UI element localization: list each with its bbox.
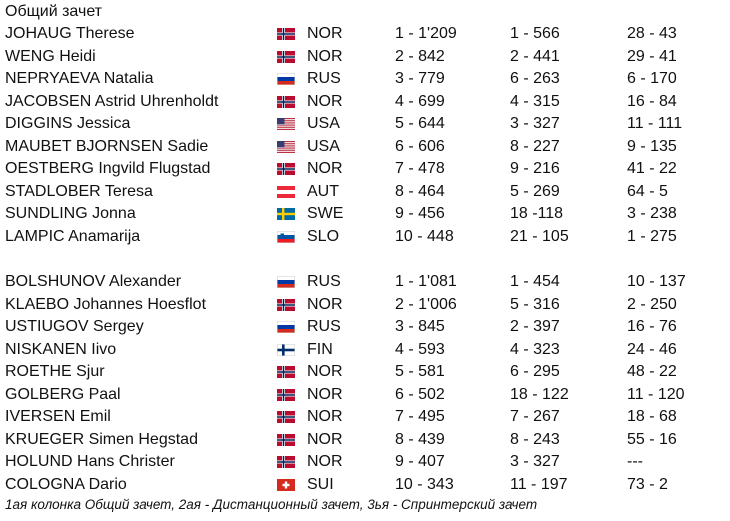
country-code: NOR <box>307 295 343 313</box>
sprint-rank-points: 6 - 170 <box>627 70 677 87</box>
distance-rank-points: 21 - 105 <box>510 227 569 245</box>
distance-rank-points: 3 - 327 <box>510 115 560 132</box>
distance-rank-points: 1 - 566 <box>510 25 560 42</box>
athlete-name: LAMPIC Anamarija <box>5 227 141 245</box>
table-row <box>0 361 730 384</box>
overall-rank-points: 7 - 478 <box>395 160 445 177</box>
distance-rank-points: 18 - 122 <box>510 385 569 403</box>
distance-rank-points: 6 - 295 <box>510 363 560 380</box>
distance-rank-points: 5 - 269 <box>510 182 560 200</box>
country-flag-icon <box>277 96 295 108</box>
table-row <box>0 91 730 114</box>
overall-rank-points: 7 - 495 <box>395 408 445 425</box>
athlete-name: ROETHE Sjur <box>5 363 105 380</box>
country-code: NOR <box>307 385 343 403</box>
sprint-rank-points: --- <box>627 453 643 470</box>
athlete-name: KLAEBO Johannes Hoesflot <box>5 295 207 313</box>
country-code: RUS <box>307 318 341 335</box>
country-code: USA <box>307 115 340 132</box>
table-row <box>0 339 730 362</box>
distance-rank-points: 1 - 454 <box>510 273 560 290</box>
country-flag-icon <box>277 411 295 423</box>
overall-rank-points: 3 - 845 <box>395 318 445 335</box>
country-code: RUS <box>307 70 341 87</box>
country-flag-icon <box>277 163 295 175</box>
country-code: NOR <box>307 408 343 425</box>
table-row <box>0 136 730 159</box>
overall-rank-points: 10 - 343 <box>395 475 454 493</box>
country-flag-icon <box>277 321 295 333</box>
overall-rank-points: 8 - 464 <box>395 182 445 200</box>
country-flag-icon <box>277 344 295 356</box>
table-row <box>0 294 730 317</box>
athlete-name: KRUEGER Simen Hegstad <box>5 430 198 448</box>
distance-rank-points: 2 - 441 <box>510 47 560 65</box>
overall-rank-points: 4 - 699 <box>395 92 445 110</box>
country-code: AUT <box>307 182 339 200</box>
athlete-name: BOLSHUNOV Alexander <box>5 273 182 290</box>
table-row <box>0 203 730 226</box>
country-flag-icon <box>277 366 295 378</box>
overall-rank-points: 2 - 1'006 <box>395 295 457 313</box>
country-flag-icon <box>277 73 295 85</box>
distance-rank-points: 2 - 397 <box>510 318 560 335</box>
sprint-rank-points: 10 - 137 <box>627 273 686 290</box>
country-code: NOR <box>307 160 343 177</box>
overall-rank-points: 9 - 456 <box>395 205 445 222</box>
country-flag-icon <box>277 186 295 198</box>
country-code: FIN <box>307 340 333 358</box>
overall-rank-points: 1 - 1'209 <box>395 25 457 42</box>
country-flag-icon <box>277 231 295 243</box>
country-flag-icon <box>277 299 295 311</box>
country-flag-icon <box>277 276 295 288</box>
overall-rank-points: 8 - 439 <box>395 430 445 448</box>
country-flag-icon <box>277 456 295 468</box>
distance-rank-points: 6 - 263 <box>510 70 560 87</box>
table-row <box>0 271 730 294</box>
distance-rank-points: 5 - 316 <box>510 295 560 313</box>
sprint-rank-points: 18 - 68 <box>627 408 677 425</box>
overall-rank-points: 9 - 407 <box>395 453 445 470</box>
country-flag-icon <box>277 434 295 446</box>
distance-rank-points: 9 - 216 <box>510 160 560 177</box>
distance-rank-points: 7 - 267 <box>510 408 560 425</box>
table-row <box>0 46 730 69</box>
country-code: NOR <box>307 453 343 470</box>
overall-rank-points: 2 - 842 <box>395 47 445 65</box>
athlete-name: MAUBET BJORNSEN Sadie <box>5 137 209 155</box>
table-row <box>0 451 730 474</box>
country-code: SUI <box>307 475 334 493</box>
table-row <box>0 68 730 91</box>
overall-rank-points: 6 - 502 <box>395 385 445 403</box>
athlete-name: NEPRYAEVA Natalia <box>5 70 154 87</box>
athlete-name: JOHAUG Therese <box>5 25 135 42</box>
overall-rank-points: 5 - 644 <box>395 115 445 132</box>
sprint-rank-points: 11 - 120 <box>627 385 685 403</box>
athlete-name: JACOBSEN Astrid Uhrenholdt <box>5 92 219 110</box>
sprint-rank-points: 24 - 46 <box>627 340 677 358</box>
country-flag-icon <box>277 28 295 40</box>
country-code: RUS <box>307 273 341 290</box>
sprint-rank-points: 2 - 250 <box>627 295 677 313</box>
sprint-rank-points: 28 - 43 <box>627 25 677 42</box>
sprint-rank-points: 64 - 5 <box>627 182 668 200</box>
sprint-rank-points: 16 - 76 <box>627 318 677 335</box>
athlete-name: WENG Heidi <box>5 47 96 65</box>
country-code: NOR <box>307 47 343 65</box>
country-flag-icon <box>277 389 295 401</box>
table-row <box>0 158 730 181</box>
sprint-rank-points: 3 - 238 <box>627 205 677 222</box>
country-code: NOR <box>307 92 343 110</box>
athlete-name: USTIUGOV Sergey <box>5 318 144 335</box>
country-code: NOR <box>307 25 343 42</box>
country-flag-icon <box>277 118 295 130</box>
distance-rank-points: 8 - 243 <box>510 430 560 448</box>
sprint-rank-points: 11 - 111 <box>627 115 683 132</box>
country-flag-icon <box>277 51 295 63</box>
table-row <box>0 474 730 497</box>
athlete-name: STADLOBER Teresa <box>5 182 153 200</box>
overall-rank-points: 10 - 448 <box>395 227 454 245</box>
table-row <box>0 316 730 339</box>
sprint-rank-points: 73 - 2 <box>627 475 668 493</box>
table-row <box>0 181 730 204</box>
country-code: SLO <box>307 227 340 245</box>
overall-rank-points: 5 - 581 <box>395 363 445 380</box>
athlete-name: SUNDLING Jonna <box>5 205 136 222</box>
distance-rank-points: 3 - 327 <box>510 453 560 470</box>
sprint-rank-points: 16 - 84 <box>627 92 677 110</box>
sprint-rank-points: 29 - 41 <box>627 47 677 65</box>
overall-rank-points: 6 - 606 <box>395 137 445 155</box>
table-row <box>0 226 730 249</box>
distance-rank-points: 11 - 197 <box>510 475 568 493</box>
distance-rank-points: 4 - 315 <box>510 92 560 110</box>
table-row <box>0 429 730 452</box>
country-code: USA <box>307 137 340 155</box>
athlete-name: COLOGNA Dario <box>5 475 127 493</box>
overall-rank-points: 1 - 1'081 <box>395 273 457 290</box>
sprint-rank-points: 9 - 135 <box>627 137 677 155</box>
overall-rank-points: 4 - 593 <box>395 340 445 358</box>
country-flag-icon <box>277 208 295 220</box>
footnote: 1ая колонка Общий зачет, 2ая - Дистанционный зачет, 3ья - Спринтерский зачет <box>5 497 538 512</box>
table-row <box>0 406 730 429</box>
country-flag-icon <box>277 479 295 491</box>
distance-rank-points: 4 - 323 <box>510 340 560 358</box>
table-row <box>0 23 730 46</box>
athlete-name: HOLUND Hans Christer <box>5 453 175 470</box>
page-title: Общий зачет <box>5 3 103 20</box>
sprint-rank-points: 41 - 22 <box>627 160 677 177</box>
country-code: SWE <box>307 205 344 222</box>
athlete-name: DIGGINS Jessica <box>5 115 131 132</box>
sprint-rank-points: 48 - 22 <box>627 363 677 380</box>
country-flag-icon <box>277 141 295 153</box>
athlete-name: GOLBERG Paal <box>5 385 121 403</box>
sprint-rank-points: 1 - 275 <box>627 227 677 245</box>
overall-rank-points: 3 - 779 <box>395 70 445 87</box>
distance-rank-points: 8 - 227 <box>510 137 560 155</box>
athlete-name: NISKANEN Iivo <box>5 340 117 358</box>
country-code: NOR <box>307 430 343 448</box>
athlete-name: OESTBERG Ingvild Flugstad <box>5 160 211 177</box>
sprint-rank-points: 55 - 16 <box>627 430 677 448</box>
distance-rank-points: 18 -118 <box>510 205 564 222</box>
country-code: NOR <box>307 363 343 380</box>
athlete-name: IVERSEN Emil <box>5 408 111 425</box>
table-row <box>0 113 730 136</box>
table-row <box>0 384 730 407</box>
